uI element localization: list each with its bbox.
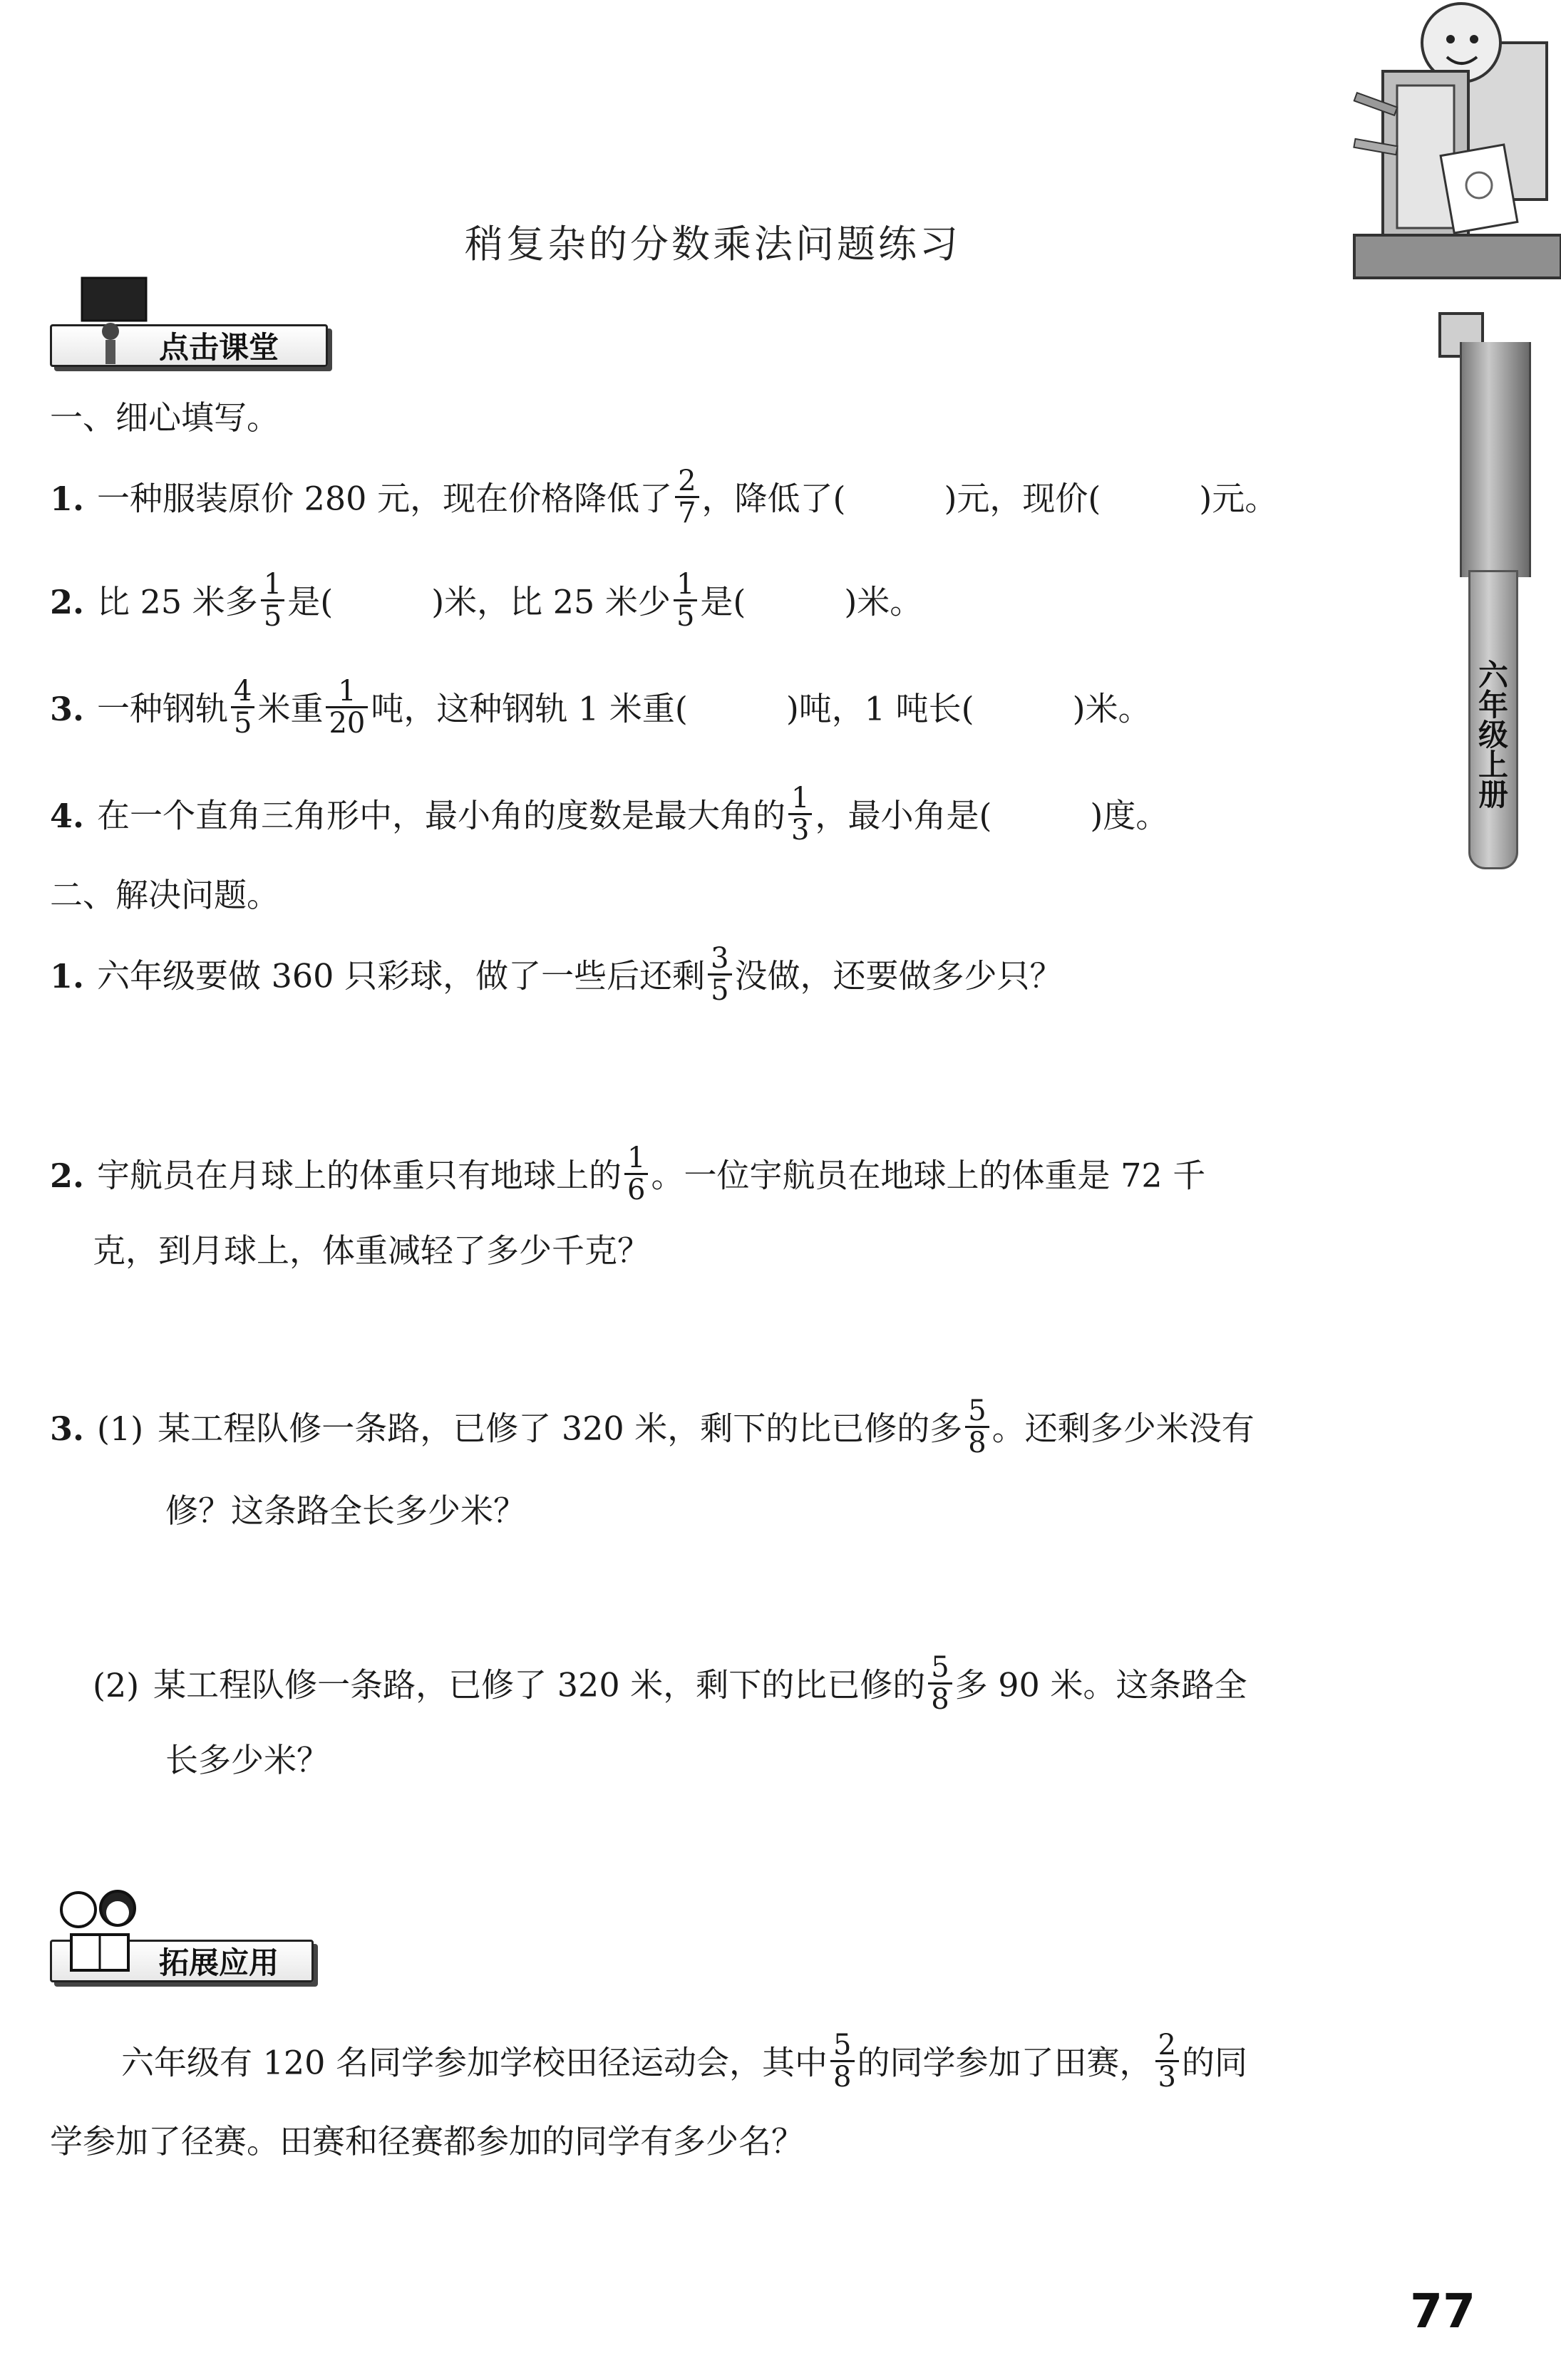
section-solve-problems: 二、解决问题。: [50, 876, 279, 914]
cartoon-illustration: [1340, 0, 1561, 371]
problem-2: [50, 1142, 1206, 1209]
question-text: 某工程队修一条路，已修了 320 米，剩下的比已修的: [153, 1665, 926, 1704]
question-text: 米重: [257, 689, 324, 728]
question-text: 的同: [1181, 2043, 1247, 2082]
question-text: 是( )米。: [700, 582, 923, 621]
question-number: 2.: [50, 582, 85, 621]
question-text: 宇航员在月球上的体重只有地球上的: [97, 1156, 622, 1195]
question-2: [50, 568, 923, 636]
question-text: 多 90 米。这条路全: [954, 1665, 1247, 1704]
fraction: $\frac{5}{8}$: [830, 2030, 854, 2092]
question-text: 一种服装原价 280 元，现在价格降低了: [97, 479, 673, 518]
fraction: $\frac{1}{3}$: [788, 783, 812, 845]
question-text: 一种钢轨: [97, 689, 229, 728]
question-text: 的同学参加了田赛，: [857, 2043, 1153, 2082]
side-pole: [1460, 342, 1531, 577]
fraction: $\frac{2}{3}$: [1155, 2030, 1179, 2092]
problem-3-part-2: [93, 1651, 1247, 1719]
page-title: 稍复杂的分数乘法问题练习: [465, 222, 961, 267]
question-text: 吨，这种钢轨 1 米重( )吨，1 吨长( )米。: [371, 689, 1151, 728]
question-text: 比 25 米多: [97, 582, 258, 621]
question-number: 4.: [50, 796, 85, 835]
extension-problem-continued: 学参加了径赛。田赛和径赛都参加的同学有多少名？: [50, 2122, 804, 2161]
page-number: 77: [1410, 2284, 1475, 2339]
question-text: 没做，还要做多少只？: [734, 956, 1063, 995]
question-text: ，最小角是( )度。: [815, 796, 1169, 835]
question-text: ，降低了( )元，现价( )元。: [701, 479, 1278, 518]
question-number: 3.: [50, 1409, 85, 1448]
question-number: 3.: [50, 689, 85, 728]
question-text: 六年级要做 360 只彩球，做了一些后还剩: [97, 956, 706, 995]
fraction: $\frac{1}{5}$: [674, 569, 697, 631]
section-fill-in: 一、细心填写。: [50, 398, 279, 437]
banner-label: 点击课堂: [159, 330, 279, 365]
question-text: 是( )米，比 25 米少: [287, 582, 671, 621]
banner-label: 拓展应用: [159, 1945, 279, 1980]
question-text: 在一个直角三角形中，最小角的度数是最大角的: [97, 796, 786, 835]
fraction: $\frac{1}{5}$: [261, 569, 284, 631]
fraction: $\frac{4}{5}$: [231, 676, 254, 738]
grade-side-tab: 六年级上册: [1468, 570, 1518, 869]
question-text: 六年级有 120 名同学参加学校田径运动会，其中: [121, 2043, 828, 2082]
problem-3-part-2-continued: 长多少米？: [165, 1741, 329, 1779]
extension-problem: [121, 2029, 1247, 2096]
fraction: $\frac{5}{8}$: [965, 1396, 989, 1458]
question-number: 1.: [50, 956, 85, 995]
fraction: $\frac{5}{8}$: [928, 1652, 952, 1714]
question-number: 2.: [50, 1156, 85, 1195]
question-number: 1.: [50, 479, 85, 518]
sub-question-number: (2): [93, 1665, 140, 1704]
fraction: $\frac{1}{20}$: [326, 676, 368, 738]
problem-2-continued: 克，到月球上，体重减轻了多少千克？: [93, 1231, 650, 1270]
fraction: $\frac{2}{7}$: [675, 466, 699, 528]
fraction: $\frac{3}{5}$: [708, 943, 731, 1005]
reading-kids-icon: [46, 1881, 153, 1988]
problem-3-part-1: [50, 1395, 1255, 1462]
question-text: 。一位宇航员在地球上的体重是 72 千: [651, 1156, 1206, 1195]
question-text: 某工程队修一条路，已修了 320 米，剩下的比已修的多: [158, 1409, 963, 1448]
question-1: [50, 465, 1278, 532]
sub-question-number: (1): [97, 1409, 144, 1448]
question-4: [50, 782, 1169, 849]
problem-3-part-1-continued: 修？这条路全长多少米？: [165, 1491, 526, 1530]
problem-1: [50, 942, 1063, 1010]
question-text: 。还剩多少米没有: [991, 1409, 1255, 1448]
blackboard-icon: [78, 274, 150, 367]
question-3: [50, 675, 1151, 743]
fraction: $\frac{1}{6}$: [624, 1143, 648, 1205]
